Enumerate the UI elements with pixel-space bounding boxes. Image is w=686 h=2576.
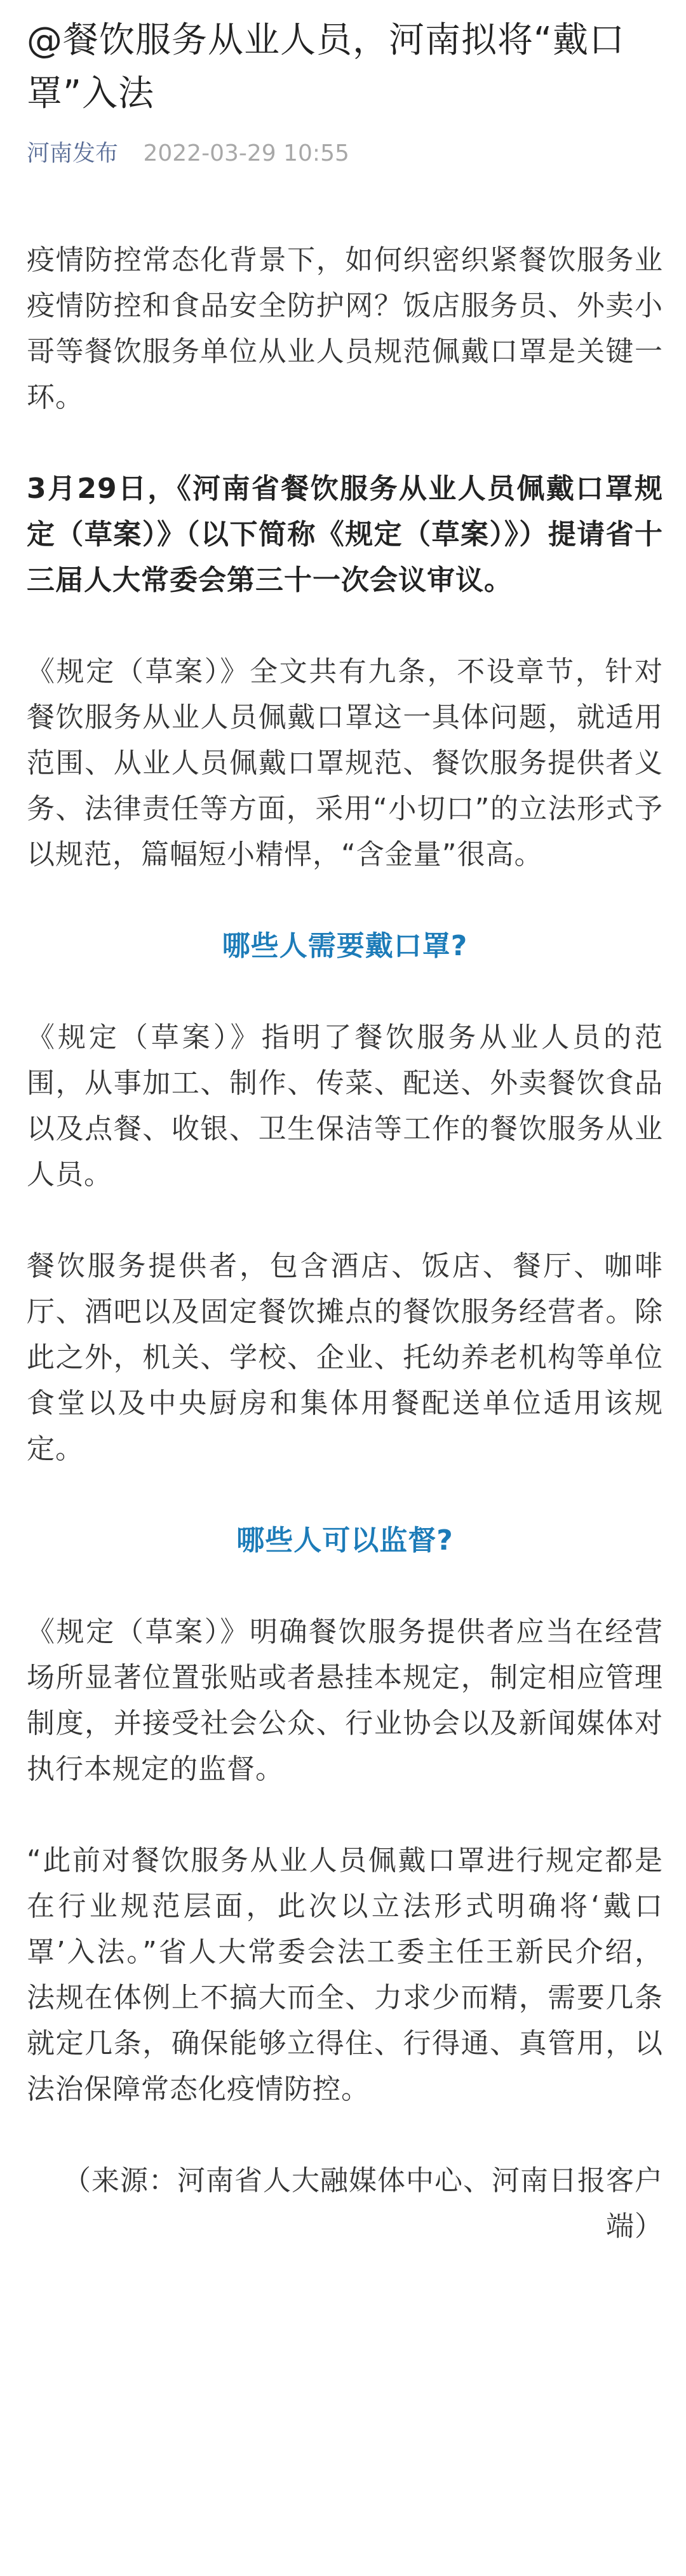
article (27, 14, 663, 2295)
article-body (27, 238, 663, 2250)
paragraph-intro: 疫情防控常态化背景下，如何织密织紧餐饮服务业疫情防控和食品安全防护网？饭店服务员、外卖小哥等餐饮服务单位从业人员规范佩戴口罩是关键一环。 (27, 244, 663, 413)
paragraph-scope-staff: 《规定（草案）》指明了餐饮服务从业人员的范围，从事加工、制作、传菜、配送、外卖餐饮食品以及点餐、收银、卫生保洁等工作的餐饮服务从业人员。 (27, 1021, 663, 1191)
paragraph-overview: 《规定（草案）》全文共有九条，不设章节，针对餐饮服务从业人员佩戴口罩这一具体问题，就适用范围、从业人员佩戴口罩规范、餐饮服务提供者义务、法律责任等方面，采用“小切口”的立法形式予以规范，篇幅短小精悍，“含金量”很高。 (27, 655, 663, 871)
paragraph-announcement: 3月29日，《河南省餐饮服务从业人员佩戴口罩规定（草案）》（以下简称《规定（草案）》）提请省十三届人大常委会第三十一次会议审议。 (27, 473, 663, 596)
article-title: @餐饮服务从业人员，河南拟将“戴口罩”入法 (27, 20, 626, 114)
article-source-credit: （来源：河南省人大融媒体中心、河南日报客户端） (63, 2164, 663, 2243)
article-date: 2022-03-29 10:55 (143, 140, 349, 166)
article-source-link[interactable]: 河南发布 (27, 140, 119, 166)
paragraph-supervision: 《规定（草案）》明确餐饮服务提供者应当在经营场所显著位置张贴或者悬挂本规定，制定相应管理制度，并接受社会公众、行业协会以及新闻媒体对执行本规定的监督。 (27, 1616, 663, 1785)
subheading-who-supervises: 哪些人可以监督? (236, 1524, 454, 1557)
subheading-who-wears-masks: 哪些人需要戴口罩? (222, 930, 468, 962)
paragraph-scope-providers: 餐饮服务提供者，包含酒店、饭店、餐厅、咖啡厅、酒吧以及固定餐饮摊点的餐饮服务经营者。除此之外，机关、学校、企业、托幼养老机构等单位食堂以及中央厨房和集体用餐配送单位适用该规定。 (27, 1250, 663, 1465)
article-meta (27, 138, 663, 169)
paragraph-quote: “此前对餐饮服务从业人员佩戴口罩进行规定都是在行业规范层面，此次以立法形式明确将‘戴口罩’入法。”省人大常委会法工委主任王新民介绍，法规在体例上不搞大而全、力求少而精，需要几条就定几条，确保能够立得住、行得通、真管用，以法治保障常态化疫情防控。 (27, 1844, 663, 2105)
